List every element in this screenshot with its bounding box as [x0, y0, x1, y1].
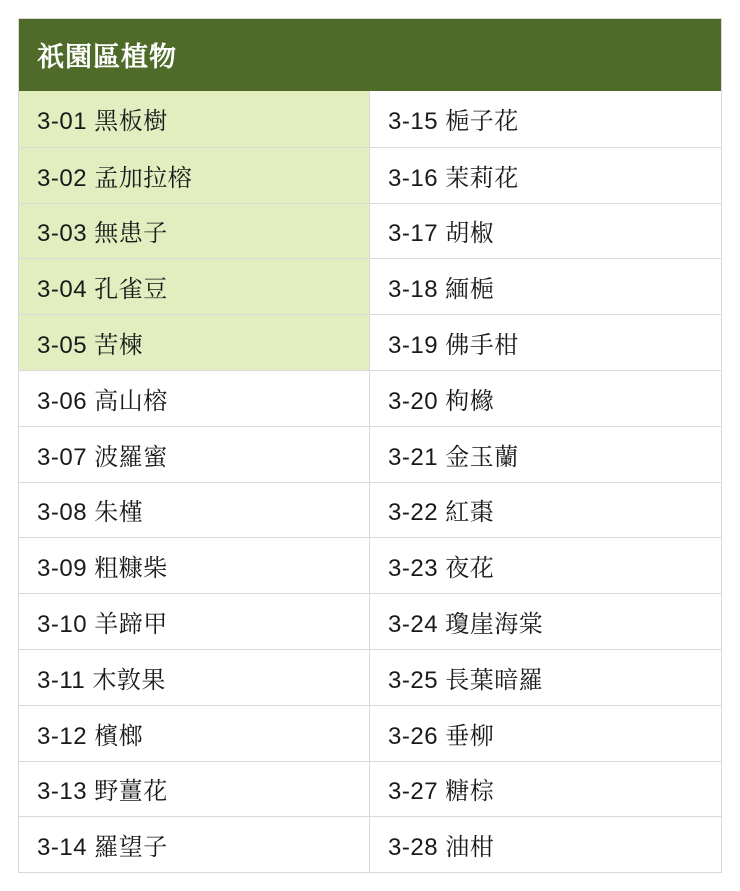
- list-item[interactable]: 3-20 枸櫞: [370, 370, 721, 426]
- list-item[interactable]: 3-21 金玉蘭: [370, 426, 721, 482]
- list-item[interactable]: 3-16 茉莉花: [370, 147, 721, 203]
- list-item[interactable]: 3-11 木敦果: [19, 649, 369, 705]
- table-column-left: [19, 91, 370, 872]
- list-item[interactable]: 3-03 無患子: [19, 203, 369, 259]
- list-item[interactable]: 3-06 高山榕: [19, 370, 369, 426]
- list-item[interactable]: 3-07 波羅蜜: [19, 426, 369, 482]
- list-item[interactable]: 3-15 梔子花: [370, 91, 721, 147]
- table-title: 祇園區植物: [19, 19, 721, 91]
- list-item[interactable]: 3-04 孔雀豆: [19, 258, 369, 314]
- list-item[interactable]: 3-09 粗糠柴: [19, 537, 369, 593]
- list-item[interactable]: 3-10 羊蹄甲: [19, 593, 369, 649]
- list-item[interactable]: 3-19 佛手柑: [370, 314, 721, 370]
- list-item[interactable]: 3-12 檳榔: [19, 705, 369, 761]
- list-item[interactable]: 3-08 朱槿: [19, 482, 369, 538]
- list-item[interactable]: 3-28 油柑: [370, 816, 721, 872]
- table-column-right: [370, 91, 721, 872]
- list-item[interactable]: 3-23 夜花: [370, 537, 721, 593]
- list-item[interactable]: 3-05 苦楝: [19, 314, 369, 370]
- list-item[interactable]: 3-13 野薑花: [19, 761, 369, 817]
- list-item[interactable]: 3-14 羅望子: [19, 816, 369, 872]
- plant-list-table: [18, 18, 722, 873]
- table-body: [19, 91, 721, 872]
- list-item[interactable]: 3-24 瓊崖海棠: [370, 593, 721, 649]
- list-item[interactable]: 3-22 紅棗: [370, 482, 721, 538]
- list-item[interactable]: 3-27 糖棕: [370, 761, 721, 817]
- list-item[interactable]: 3-25 長葉暗羅: [370, 649, 721, 705]
- list-item[interactable]: 3-26 垂柳: [370, 705, 721, 761]
- list-item[interactable]: 3-17 胡椒: [370, 203, 721, 259]
- list-item[interactable]: 3-01 黑板樹: [19, 91, 369, 147]
- list-item[interactable]: 3-18 緬梔: [370, 258, 721, 314]
- list-item[interactable]: 3-02 孟加拉榕: [19, 147, 369, 203]
